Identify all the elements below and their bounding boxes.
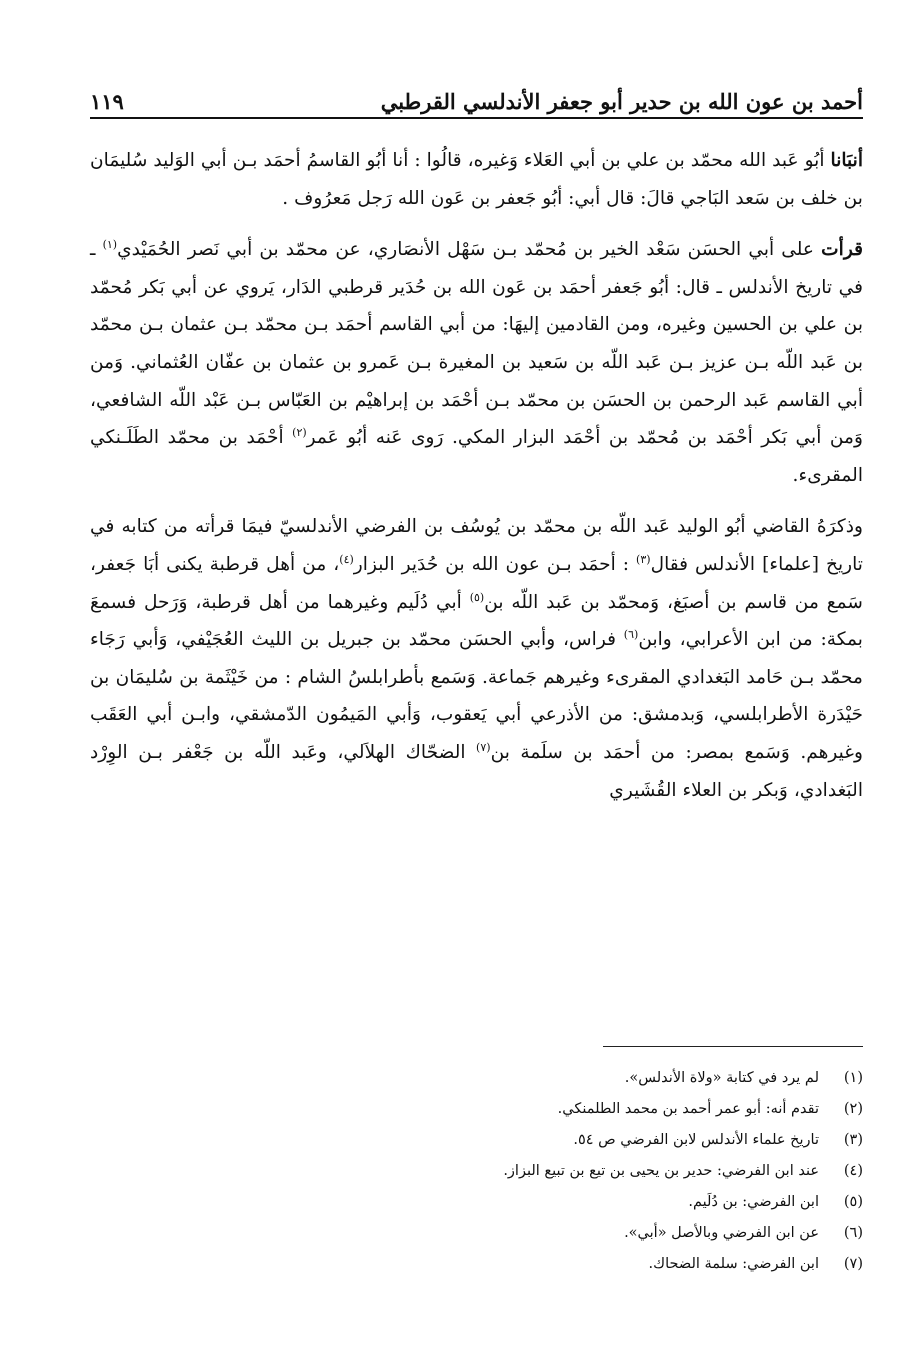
footnote-ref[interactable]: (٥): [469, 590, 485, 604]
footnote-number: (٧): [843, 1256, 863, 1272]
footnote-text: عند ابن الفرضي: حدير بن يحيى بن تيع بن تبيع البزاز.: [503, 1163, 819, 1179]
footnote-item: [90, 1249, 863, 1280]
footnote-number: (٥): [843, 1194, 863, 1210]
footnote-ref[interactable]: (١): [102, 238, 118, 251]
footnote-number: (٦): [843, 1225, 863, 1241]
footnote-number: (١): [843, 1070, 863, 1086]
paragraph-2: [90, 231, 863, 494]
paragraph-lead-word: قرأت: [821, 239, 863, 261]
paragraph-text: أحْمَد بن محمّد الطَلَـنكي المقرىء.: [90, 427, 863, 486]
page-number: ١١٩: [90, 89, 124, 114]
footnote-number: (٤): [843, 1163, 863, 1179]
footnote-text: تقدم أنه: أبو عمر أحمد بن محمد الطلمنكي.: [557, 1101, 819, 1117]
footnote-ref[interactable]: (٧): [476, 740, 491, 754]
footnote-text: تاريخ علماء الأندلس لابن الفرضي ص ٥٤.: [573, 1132, 819, 1148]
footnote-item: [90, 1156, 863, 1187]
footnote-item: [90, 1218, 863, 1249]
footnote-item: [90, 1187, 863, 1218]
paragraph-text: أبي دُلَيم وغيرهما من أهل قرطبة، وَرَحل فسمعَ بمكة: من ابن الأعرابي، وابن: [90, 591, 863, 651]
footnote-ref[interactable]: (٣): [636, 552, 651, 566]
footnotes: [90, 1063, 863, 1280]
footnote-rule: [603, 1046, 863, 1047]
footnote-text: ابن الفرضي: سلمة الضحاك.: [648, 1256, 819, 1272]
footnote-ref[interactable]: (٦): [623, 627, 639, 641]
footnote-text: عن ابن الفرضي وبالأصل «أبي».: [624, 1225, 819, 1241]
footnote-item: [90, 1094, 863, 1125]
paragraph-text: ، من أهل قرطبة يكنى أبَا جَعفر، سَمع من قاسم بن أصبَغ، وَمحمّد بن عَبد اللّه بن: [90, 553, 863, 613]
footnote-text: ابن الفرضي: بن دُلَيم.: [688, 1194, 819, 1210]
footnote-item: [90, 1063, 863, 1094]
paragraph-lead-word: أنبَانا: [830, 150, 863, 171]
book-page: [90, 0, 863, 1351]
paragraph-3: [90, 508, 863, 809]
paragraph-text: : أحمَد بـن عون الله بن حُدَير البزار: [353, 553, 630, 575]
paragraph-text: وذكرَهُ القاضي أبُو الوليد عَبد اللّه بن محمّد بن يُوسُف بن الفرضي الأندلسيّ فيمَا قرأته من كتابه في تاريخ [علماء] الأندلس فقال: [90, 516, 863, 575]
paragraph-1: [90, 142, 863, 217]
footnote-ref[interactable]: (٢): [292, 425, 307, 439]
header-rule: [90, 117, 863, 119]
running-title: أحمد بن عون الله بن حدير أبو جعفر الأندلسي القرطبي: [380, 89, 863, 114]
footnote-item: [90, 1125, 863, 1156]
paragraph-text: ـ في تاريخ الأندلس ـ قال: أبُو جَعفر أحمَد بن عَون الله بن حُدَير قرطبي الدَار، يَروي عن أبي بَكر مُحمّد بن علي بن الحسين وغيره، ومن القادمين إليهَا: من أبي القاسم أحمَد بـن محمّد بـن عثمان بـن محمّد بن عَبد اللّه بـن عزيز بـن عَبد اللّه بن سَعيد بن المغيرة بـن عَمرو بن عثمان بن عفّان العُثماني. وَمن أبي القاسم عَبد الرحمن بن الحسَن بن محمّد بـن أحْمَد بن إبراهيْم بن العَبّاس بـن عَبْد اللّه الشافعي، وَمن أبي بَكر أحْمَد بن مُحمّد بن أحْمَد البزار المكي. رَوى عَنه أبُو عَمر: [90, 239, 863, 449]
paragraph-text: فراس، وأبي الحسَن محمّد بن جبريل بن الليث العُجَيْفي، وَأبي رَجَاء محمّد بـن حَامد البَغدادي المقرىء وغيرهم جَماعة. وَسَمع بأطرابلسُ الشام : من خَيْثَمة بن سُليمَان بن حَيْدَرة الأطرابلسي، وَبدمشق: من الأذرعي أبي يَعقوب، وَأبي المَيمُون الدّمشقي، وابـن أبي العَقَب وغيرهم. وَسَمع بمصر: من أحمَد بن سلَمة بن: [90, 629, 863, 763]
footnote-number: (٢): [843, 1101, 863, 1117]
paragraph-text: على أبي الحسَن سَعْد الخير بن مُحمّد بـن سَهْل الأنصَاري، عن محمّد بن أبي نَصر الحُمَيْدي: [117, 239, 815, 261]
footnote-text: لم يرد في كتابة «ولاة الأندلس».: [624, 1070, 819, 1086]
paragraph-text: الضحّاك الهلاَلي، وعَبد اللّه بن جَعْفر بـن الوِرْد البَغدادي، وَبكر بن العلاء القُشَيري: [90, 741, 863, 801]
main-text: [90, 142, 863, 823]
paragraph-text: أبُو عَبد الله محمّد بن علي بن أبي العَلاء وَغيره، قالُوا : أنا أبُو القاسمُ أحمَد بـن أبي الوَليد سُليمَان بن خلف بن سَعد البَاجي قالَ: قال أبي: أبُو جَعفر بن عَون الله رَجل مَعرُوف .: [90, 150, 863, 209]
footnote-ref[interactable]: (٤): [339, 552, 354, 566]
running-header: [90, 74, 863, 114]
footnote-number: (٣): [843, 1132, 863, 1148]
